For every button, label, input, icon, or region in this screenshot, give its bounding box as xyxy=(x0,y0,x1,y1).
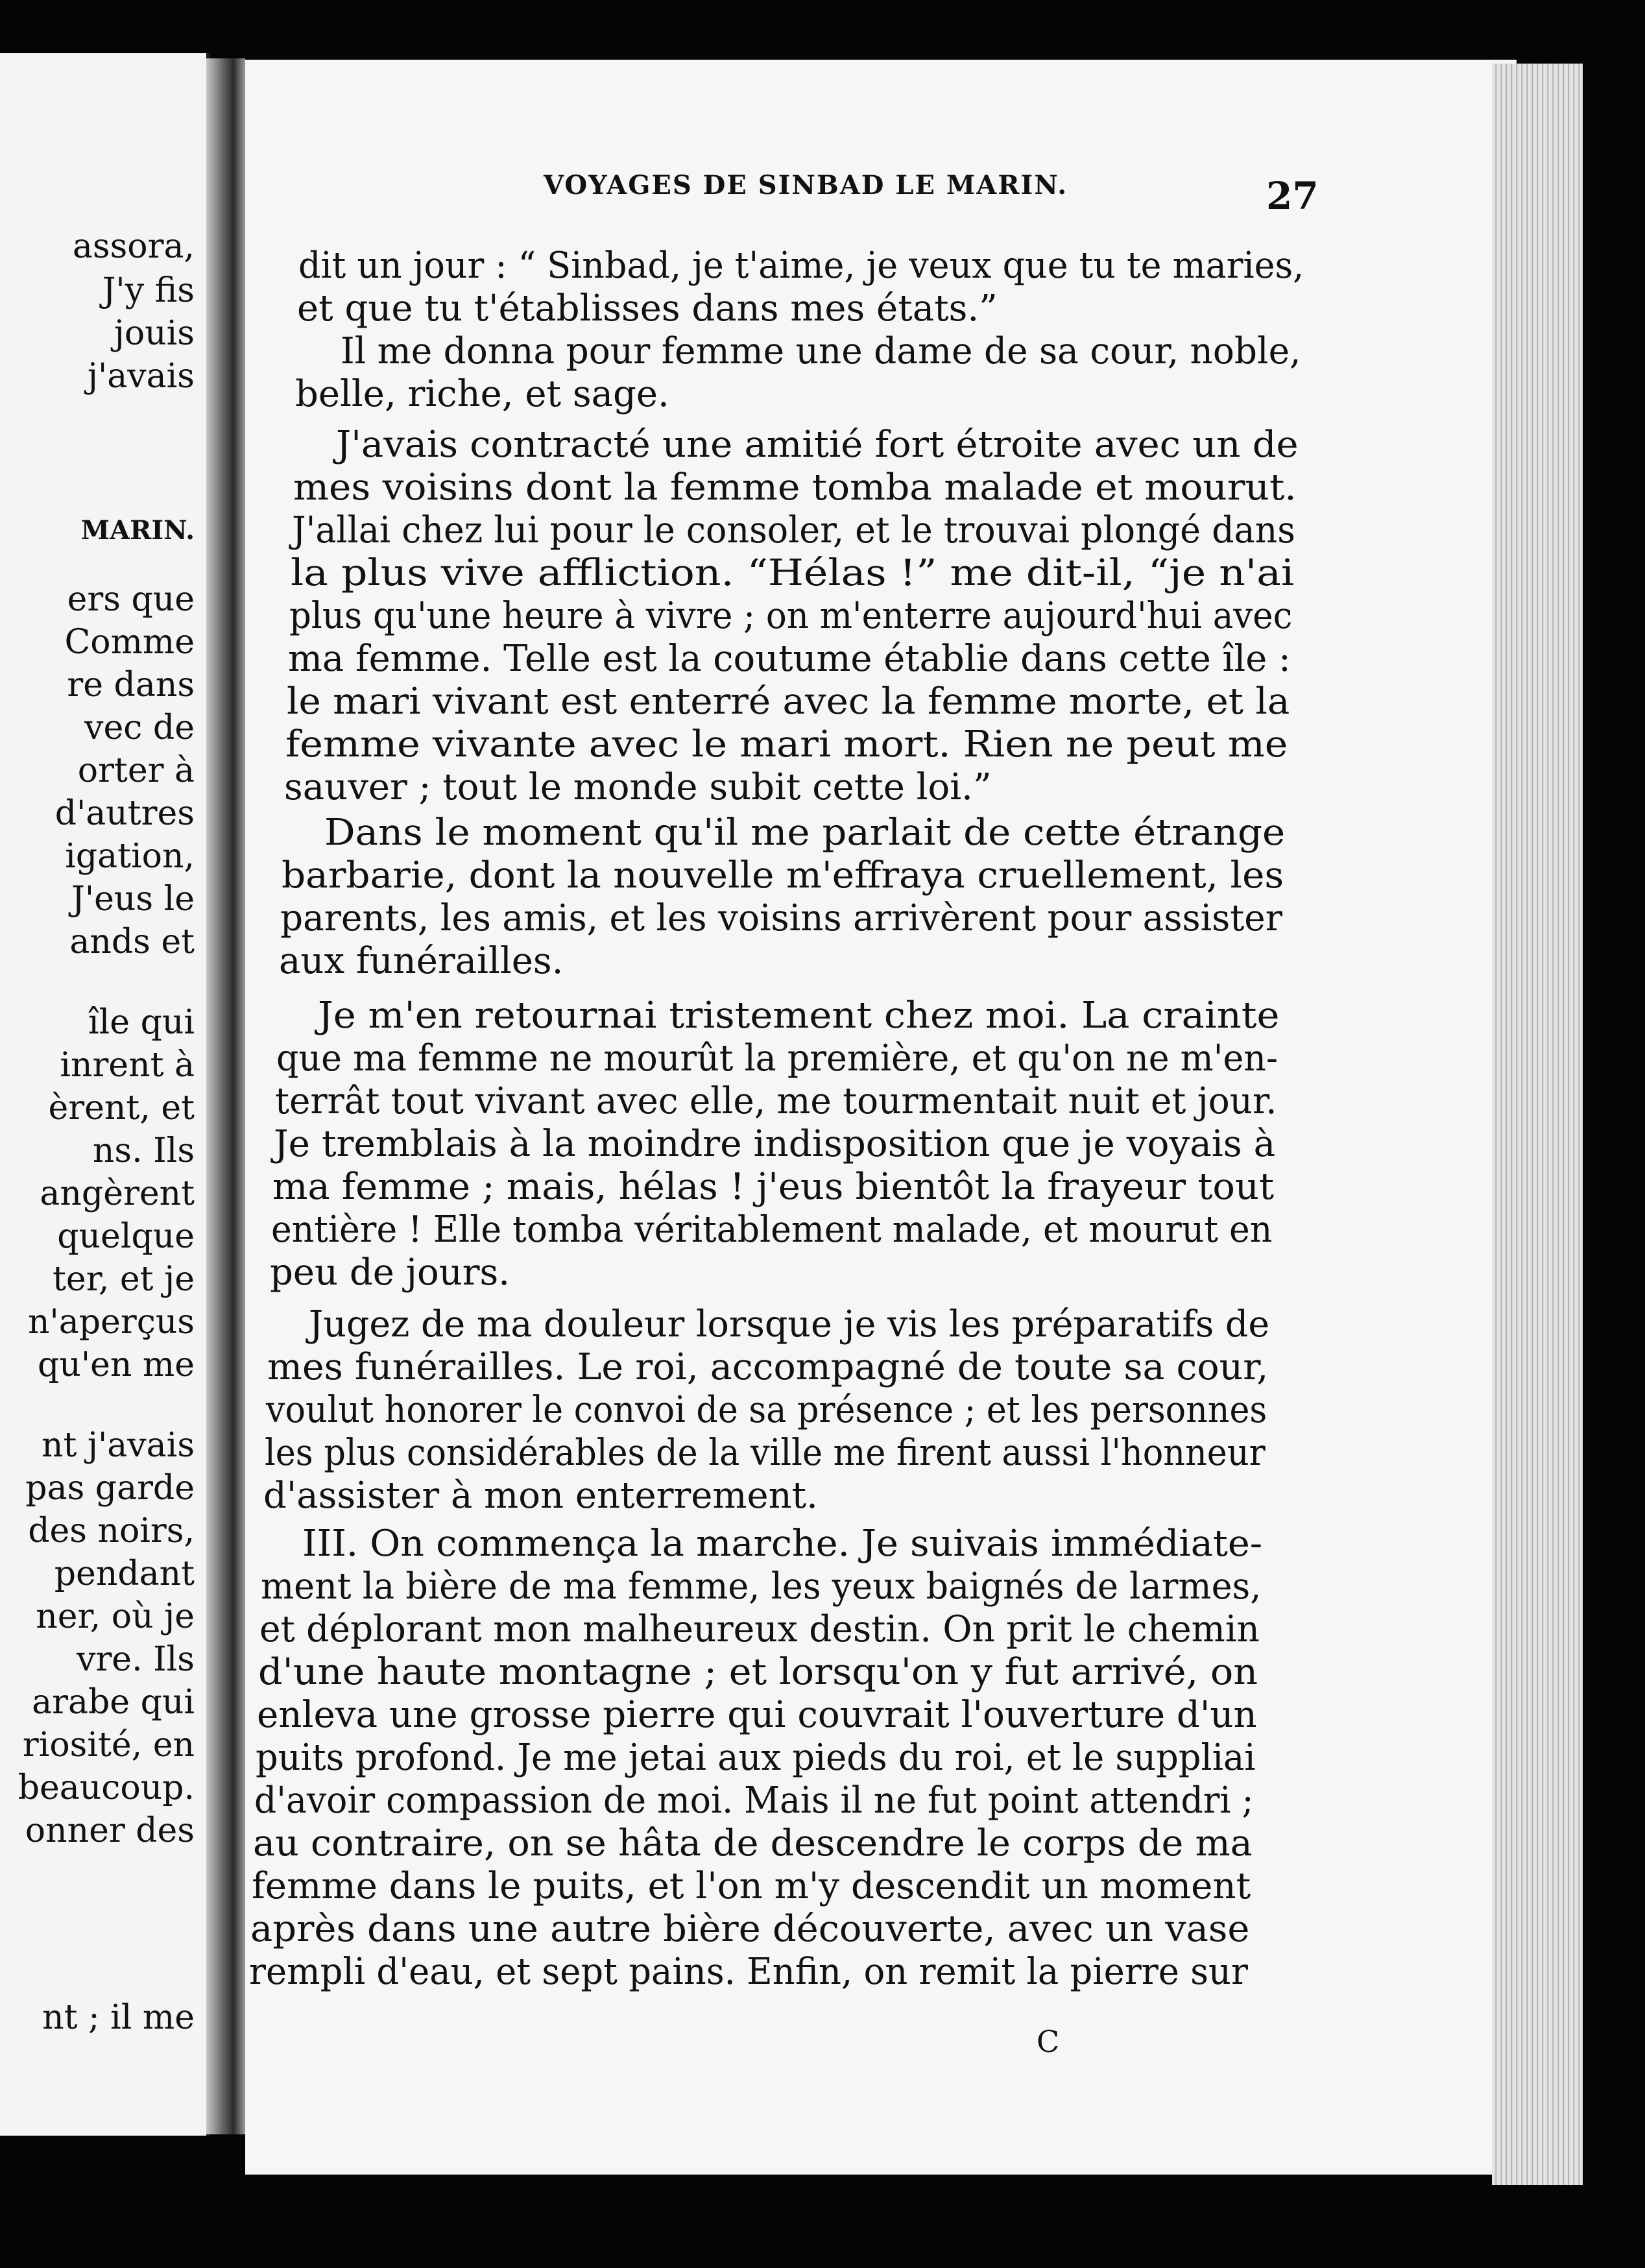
left-line: n'aperçus xyxy=(27,1303,195,1342)
text-line: ment la bière de ma femme, les yeux baignés de larmes, xyxy=(261,1565,1262,1608)
text-line: Je tremblais à la moindre indisposition que je voyais à xyxy=(274,1123,1276,1165)
text-line: voulut honorer le convoi de sa présence ; et les personnes xyxy=(266,1389,1267,1431)
text-line: barbarie, dont la nouvelle m'effraya cruellement, les xyxy=(282,854,1284,897)
left-line: ns. Ils xyxy=(92,1131,195,1170)
left-line: ers que xyxy=(67,580,195,619)
text-line: J'avais contracté une amitié fort étroite avec un de xyxy=(336,424,1299,466)
text-line: que ma femme ne mourût la première, et qu'on ne m'en- xyxy=(276,1037,1279,1080)
text-line: et déplorant mon malheureux destin. On prit le chemin xyxy=(259,1608,1260,1650)
text-line: entière ! Elle tomba véritablement malade, et mourut en xyxy=(271,1209,1273,1251)
left-line: vec de xyxy=(84,708,195,747)
left-line: orter à xyxy=(77,751,195,790)
text-line: belle, riche, et sage. xyxy=(295,373,669,415)
left-line: ands et xyxy=(69,923,195,961)
text-line: III. On commença la marche. Je suivais immédiate- xyxy=(302,1523,1263,1565)
text-line: au contraire, on se hâta de descendre le corps de ma xyxy=(253,1822,1253,1864)
left-line: MARIN. xyxy=(80,515,195,546)
left-line: île qui xyxy=(88,1003,195,1042)
left-line: vre. Ils xyxy=(77,1640,195,1679)
left-line: ner, où je xyxy=(36,1597,195,1636)
left-line: inrent à xyxy=(60,1046,195,1085)
left-line: arabe qui xyxy=(32,1683,195,1722)
text-line: la plus vive affliction. “Hélas !” me dit-il, “je n'ai xyxy=(291,552,1295,594)
text-line: les plus considérables de la ville me firent aussi l'honneur xyxy=(265,1432,1266,1474)
text-line: d'assister à mon enterrement. xyxy=(263,1475,818,1517)
left-line: jouis xyxy=(114,314,195,353)
signature-mark: C xyxy=(1037,2024,1060,2059)
left-line: J'y fis xyxy=(102,271,195,310)
text-line: mes voisins dont la femme tomba malade et mourut. xyxy=(293,466,1297,509)
text-line: Je m'en retournai tristement chez moi. La crainte xyxy=(318,995,1280,1037)
text-line: sauver ; tout le monde subit cette loi.” xyxy=(284,766,992,808)
text-line: dit un jour : “ Sinbad, je t'aime, je veux que tu te maries, xyxy=(298,245,1304,287)
left-line: J'eus le xyxy=(71,880,195,919)
text-line: ma femme. Telle est la coutume établie dans cette île : xyxy=(288,638,1291,680)
text-line: aux funérailles. xyxy=(279,940,564,982)
text-line: le mari vivant est enterré avec la femme morte, et la xyxy=(287,681,1290,723)
text-line: après dans une autre bière découverte, avec un vase xyxy=(250,1908,1250,1950)
left-line: riosité, en xyxy=(22,1726,195,1765)
left-line: assora, xyxy=(72,227,195,266)
book-gutter xyxy=(206,58,245,2134)
left-line: pendant xyxy=(54,1554,195,1593)
text-line: rempli d'eau, et sept pains. Enfin, on remit la pierre sur xyxy=(249,1951,1248,1993)
page-number: 27 xyxy=(1266,174,1319,218)
left-line: angèrent xyxy=(40,1174,195,1213)
text-line: enleva une grosse pierre qui couvrait l'ouverture d'un xyxy=(257,1694,1257,1736)
left-line: ter, et je xyxy=(53,1260,195,1299)
left-line: igation, xyxy=(65,837,195,876)
left-line: quelque xyxy=(57,1217,195,1256)
text-line: ma femme ; mais, hélas ! j'eus bientôt la frayeur tout xyxy=(272,1166,1275,1208)
text-line: plus qu'une heure à vivre ; on m'enterre aujourd'hui avec xyxy=(289,595,1293,637)
left-line: des noirs, xyxy=(28,1512,195,1550)
left-line: re dans xyxy=(67,666,195,705)
left-line: nt j'avais xyxy=(41,1426,195,1465)
text-line: terrât tout vivant avec elle, me tourmentait nuit et jour. xyxy=(275,1080,1277,1122)
left-line: d'autres xyxy=(54,794,195,833)
left-line: èrent, et xyxy=(48,1089,195,1128)
text-line: Dans le moment qu'il me parlait de cette étrange xyxy=(324,812,1286,854)
text-line: femme dans le puits, et l'on m'y descendit un moment xyxy=(252,1865,1251,1907)
text-line: mes funérailles. Le roi, accompagné de toute sa cour, xyxy=(267,1346,1269,1388)
text-line: d'une haute montagne ; et lorsqu'on y fut arrivé, on xyxy=(258,1651,1258,1693)
left-line: pas garde xyxy=(25,1469,195,1508)
text-line: et que tu t'établisses dans mes états.” xyxy=(297,287,998,330)
running-head: VOYAGES DE SINBAD LE MARIN. xyxy=(544,170,1068,200)
text-line: peu de jours. xyxy=(270,1251,510,1294)
text-line: d'avoir compassion de moi. Mais il ne fut point attendri ; xyxy=(254,1779,1254,1822)
left-page xyxy=(0,53,210,2136)
left-line: j'avais xyxy=(87,357,195,396)
left-line: nt ; il me xyxy=(42,1998,195,2037)
left-line: beaucoup. xyxy=(18,1768,195,1807)
left-line: Comme xyxy=(64,623,195,662)
text-line: femme vivante avec le mari mort. Rien ne peut me xyxy=(285,723,1288,766)
text-line: parents, les amis, et les voisins arrivèrent pour assister xyxy=(280,897,1282,939)
left-line: qu'en me xyxy=(38,1345,195,1384)
text-line: Jugez de ma douleur lorsque je vis les préparatifs de xyxy=(309,1303,1270,1345)
page-edges xyxy=(1492,64,1583,2185)
left-line: onner des xyxy=(25,1811,195,1850)
text-line: Il me donna pour femme une dame de sa cour, noble, xyxy=(341,330,1301,372)
text-line: puits profond. Je me jetai aux pieds du roi, et le suppliai xyxy=(256,1737,1256,1779)
text-line: J'allai chez lui pour le consoler, et le trouvai plongé dans xyxy=(292,509,1295,551)
